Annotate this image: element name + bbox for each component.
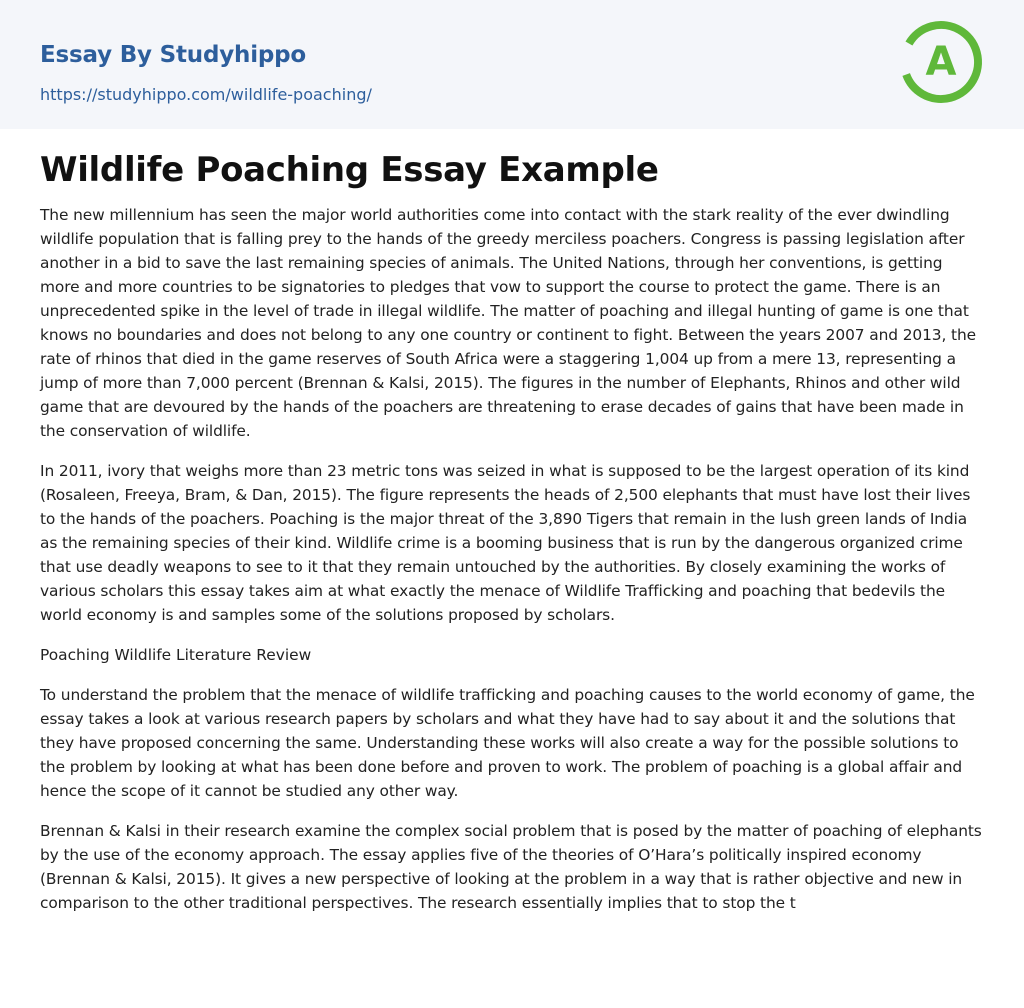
logo-letter: A [925,39,957,85]
article-title: Wildlife Poaching Essay Example [40,150,659,190]
section-subheading: Poaching Wildlife Literature Review [40,646,312,664]
studyhippo-logo-icon[interactable] [898,19,984,105]
article-paragraph-2: In 2011, ivory that weighs more than 23 metric tons was seized in what is supposed to be the largest operation of its kind (Rosaleen, Freeya, Bram, & Dan, 2015). The figure represents the heads of 2,500 elephants that must have lost their lives to the hands of the poachers. Poaching is the major threat of the 3,890 Tigers that remain in the lush green lands of India as the remaining species of their kind. Wildlife crime is a booming business that is run by the dangerous organized crime that use deadly weapons to see to it that they remain untouched by the authorities. By closely examining the works of various scholars this essay takes aim at what exactly the menace of Wildlife Trafficking and poaching that bedevils the world economy is and samples some of the solutions proposed by scholars. [40,462,971,624]
article-content [0,149,1024,915]
page-url-link[interactable]: https://studyhippo.com/wildlife-poaching/ [40,85,372,104]
article-paragraph-3: To understand the problem that the menace of wildlife trafficking and poaching causes to the world economy of game, the essay takes a look at various research papers by scholars and what they have had to say about it and the solutions that they have proposed concerning the same. Understanding these works will also create a way for the possible solutions to the problem by looking at what has been done before and proven to work. The problem of poaching is a global affair and hence the scope of it cannot be studied any other way. [40,686,975,800]
site-brand[interactable]: Essay By Studyhippo [40,42,307,68]
article-paragraph-4: Brennan & Kalsi in their research examine the complex social problem that is posed by the matter of poaching of elephants by the use of the economy approach. The essay applies five of the theories of O’Hara’s politically inspired economy (Brennan & Kalsi, 2015). It gives a new perspective of looking at the problem in a way that is rather objective and new in comparison to the other traditional perspectives. The research essentially implies that to stop the t [40,822,982,912]
site-header [0,0,1024,129]
article-paragraph-1: The new millennium has seen the major world authorities come into contact with the stark reality of the ever dwindling wildlife population that is falling prey to the hands of the greedy merciless poachers. Congress is passing legislation after another in a bid to save the last remaining species of animals. The United Nations, through her conventions, is getting more and more countries to be signatories to pledges that vow to support the course to protect the game. There is an unprecedented spike in the level of trade in illegal wildlife. The matter of poaching and illegal hunting of game is one that knows no boundaries and does not belong to any one country or continent to fight. Between the years 2007 and 2013, the rate of rhinos that died in the game reserves of South Africa were a staggering 1,004 up from a mere 13, representing a jump of more than 7,000 percent (Brennan & Kalsi, 2015). The figures in the number of Elephants, Rhinos and other wild game that are devoured by the hands of the poachers are threatening to erase decades of gains that have been made in the conservation of wildlife. [40,206,977,440]
